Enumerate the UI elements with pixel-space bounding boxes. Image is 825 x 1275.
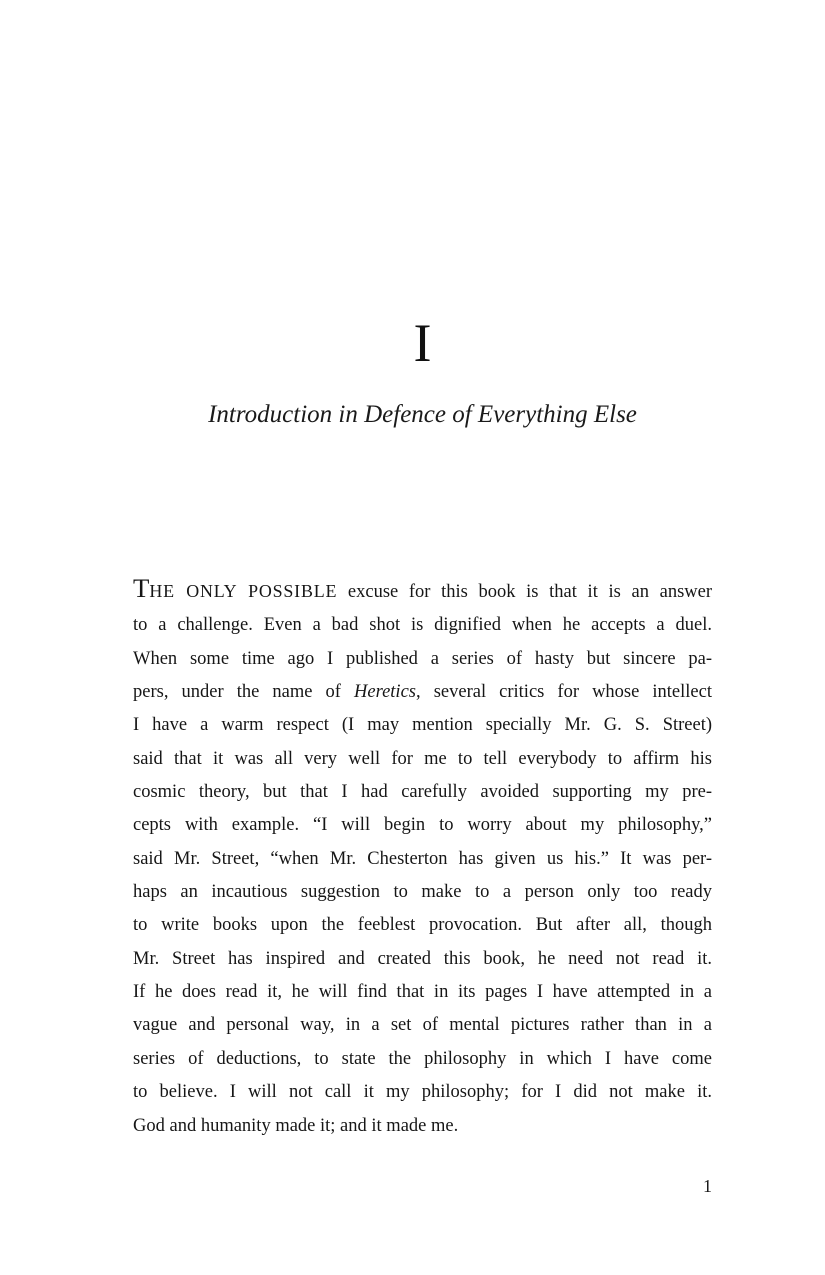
body-segment: I have a warm respect (I may mention specially Mr. G. S. Street) <box>133 715 712 736</box>
body-segment: pers, under the name of <box>133 682 354 703</box>
text-column <box>133 0 712 1275</box>
body-segment: said Mr. Street, “when Mr. Chesterton has given us his.” It was per- <box>133 848 712 869</box>
body-line <box>133 1110 712 1143</box>
body-segment: If he does read it, he will find that in its pages I have attempted in a <box>133 982 712 1003</box>
body-segment: excuse for this book is that it is an answer <box>337 582 712 602</box>
body-segment: series of deductions, to state the philosophy in which I have come <box>133 1048 712 1069</box>
body-line <box>133 1009 712 1042</box>
body-segment: said that it was all very well for me to tell everybody to affirm his <box>133 748 712 769</box>
body-line <box>133 609 712 642</box>
body-line <box>133 643 712 676</box>
body-line <box>133 709 712 742</box>
body-line <box>133 1076 712 1109</box>
body-segment: to write books upon the feeblest provocation. But after all, though <box>133 915 712 936</box>
body-segment: vague and personal way, in a set of mental pictures rather than in a <box>133 1015 712 1036</box>
body-line <box>133 876 712 909</box>
body-line <box>133 1043 712 1076</box>
body-segment: When some time ago I published a series of hasty but sincere pa- <box>133 648 712 669</box>
body-line <box>133 743 712 776</box>
body-line <box>133 976 712 1009</box>
body-line <box>133 909 712 942</box>
body-segment: Mr. Street has inspired and created this book, he need not read it. <box>133 948 712 969</box>
body-line <box>133 776 712 809</box>
body-line <box>133 676 712 709</box>
body-segment: haps an incautious suggestion to make to a person only too ready <box>133 882 712 903</box>
chapter-title: Introduction in Defence of Everything Else <box>208 401 637 428</box>
body-segment: to believe. I will not call it my philosophy; for I did not make it. <box>133 1082 712 1103</box>
body-line <box>133 809 712 842</box>
chapter-number: I <box>413 313 432 373</box>
body-segment: to a challenge. Even a bad shot is dignified when he accepts a duel. <box>133 615 712 636</box>
body-segment-lead-cap: T <box>133 573 150 603</box>
body-segment: , several critics for whose intellect <box>416 682 712 703</box>
body-segment: cepts with example. “I will begin to worry about my philosophy,” <box>133 815 712 836</box>
body-line <box>133 575 712 609</box>
body-segment: cosmic theory, but that I had carefully avoided supporting my pre- <box>133 782 712 803</box>
body-text <box>133 575 712 1143</box>
body-line <box>133 943 712 976</box>
page-number: 1 <box>703 1176 712 1196</box>
body-line <box>133 843 712 876</box>
body-segment-caps: HE ONLY POSSIBLE <box>149 581 338 601</box>
body-segment-italic: Heretics <box>354 682 416 703</box>
body-segment: God and humanity made it; and it made me. <box>133 1115 459 1136</box>
